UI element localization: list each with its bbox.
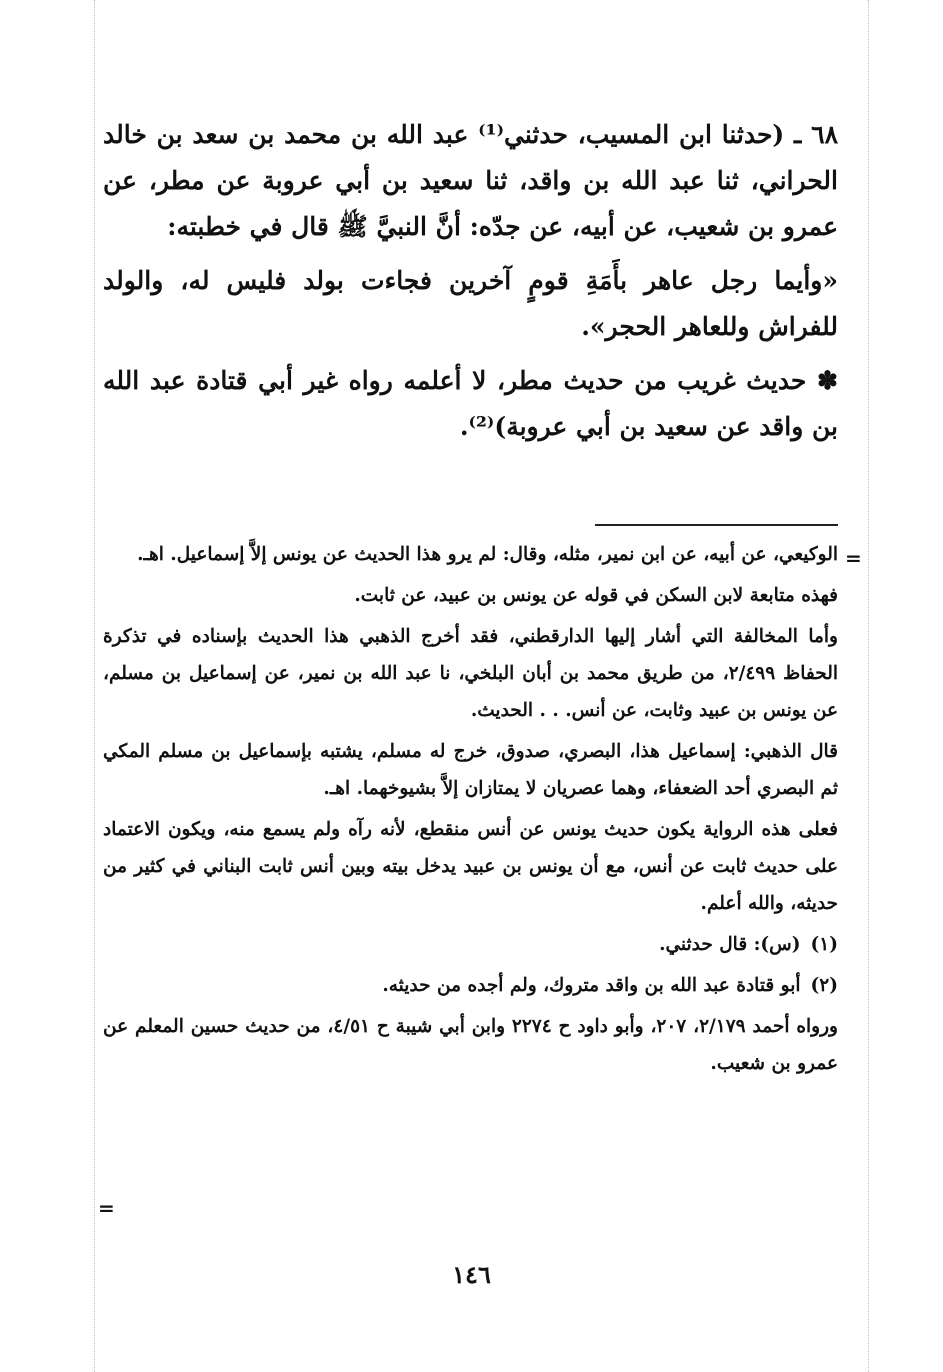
footnote-separator xyxy=(595,524,838,526)
hadith-comment-paragraph: ✽ حديث غريب من حديث مطر، لا أعلمه رواه غير أبي قتادة عبد الله بن واقد عن سعيد بن أبي عروبة)⁽²⁾. xyxy=(103,366,838,441)
note-paragraph: وأما المخالفة التي أشار إليها الدارقطني، فقد أخرج الذهبي هذا الحديث بإسناده في تذكرة الحفاظ ٢/٤٩٩، من طريق محمد بن أبان البلخي، نا عبد الله بن نمير، عن إسماعيل بن مسلم، عن يونس بن عبيد وثابت، عن أنس. . . الحديث. xyxy=(103,626,838,721)
footnote-number: (٢) xyxy=(810,975,838,996)
footnote-text: أبو قتادة عبد الله بن واقد متروك، ولم أجده من حديثه. xyxy=(382,975,801,996)
main-text xyxy=(103,112,838,458)
note-paragraph: فهذه متابعة لابن السكن في قوله عن يونس بن عبيد، عن ثابت. xyxy=(354,585,838,606)
hadith-matn-paragraph: «وأيما رجل عاهر بأَمَةِ قومٍ آخرين فجاءت بولد فليس له، والولد للفراش وللعاهر الحجر». xyxy=(103,266,838,341)
footnotes-section xyxy=(103,536,838,1086)
footnote-2 xyxy=(103,967,838,1004)
continuation-mark: = xyxy=(845,546,862,570)
scan-dotted-line xyxy=(94,0,95,1372)
footnote-1 xyxy=(103,926,838,963)
scan-dotted-line xyxy=(868,0,869,1372)
note-paragraph: ورواه أحمد ٢/١٧٩، ٢٠٧، وأبو داود ح ٢٢٧٤ وابن أبي شيبة ح ٤/٥١، من حديث حسين المعلم عن عمرو بن شعيب. xyxy=(103,1016,838,1074)
continuation-mark: = xyxy=(98,1196,115,1220)
page-number: ١٤٦ xyxy=(452,1260,491,1289)
footnote-number: (١) xyxy=(810,934,838,955)
hadith-isnad-paragraph: ٦٨ ـ (حدثنا ابن المسيب، حدثني⁽¹⁾ عبد الله بن محمد بن سعد بن خالد الحراني، ثنا عبد الله بن واقد، ثنا سعيد بن أبي عروبة عن مطر، عن عمرو بن شعيب، عن أبيه، عن جدّه: أنَّ النبيَّ ﷺ قال في خطبته: xyxy=(103,120,838,241)
footnote-text: (س): قال حدثني. xyxy=(659,934,801,955)
note-paragraph: الوكيعي، عن أبيه، عن ابن نمير، مثله، وقال: لم يرو هذا الحديث عن يونس إلاَّ إسماعيل. اهـ. xyxy=(137,544,838,565)
note-paragraph: قال الذهبي: إسماعيل هذا، البصري، صدوق، خرج له مسلم، يشتبه بإسماعيل بن مسلم المكي ثم البصري أحد الضعفاء، وهما عصريان لا يمتازان إلاَّ بشيوخهما. اهـ. xyxy=(103,741,838,799)
note-paragraph: فعلى هذه الرواية يكون حديث يونس عن أنس منقطع، لأنه رآه ولم يسمع منه، ويكون الاعتماد على حديث ثابت عن أنس، مع أن يونس بن عبيد يدخل بيته وبين أنس ثابت البناني في كثير من حديثه، والله أعلم. xyxy=(103,819,838,914)
